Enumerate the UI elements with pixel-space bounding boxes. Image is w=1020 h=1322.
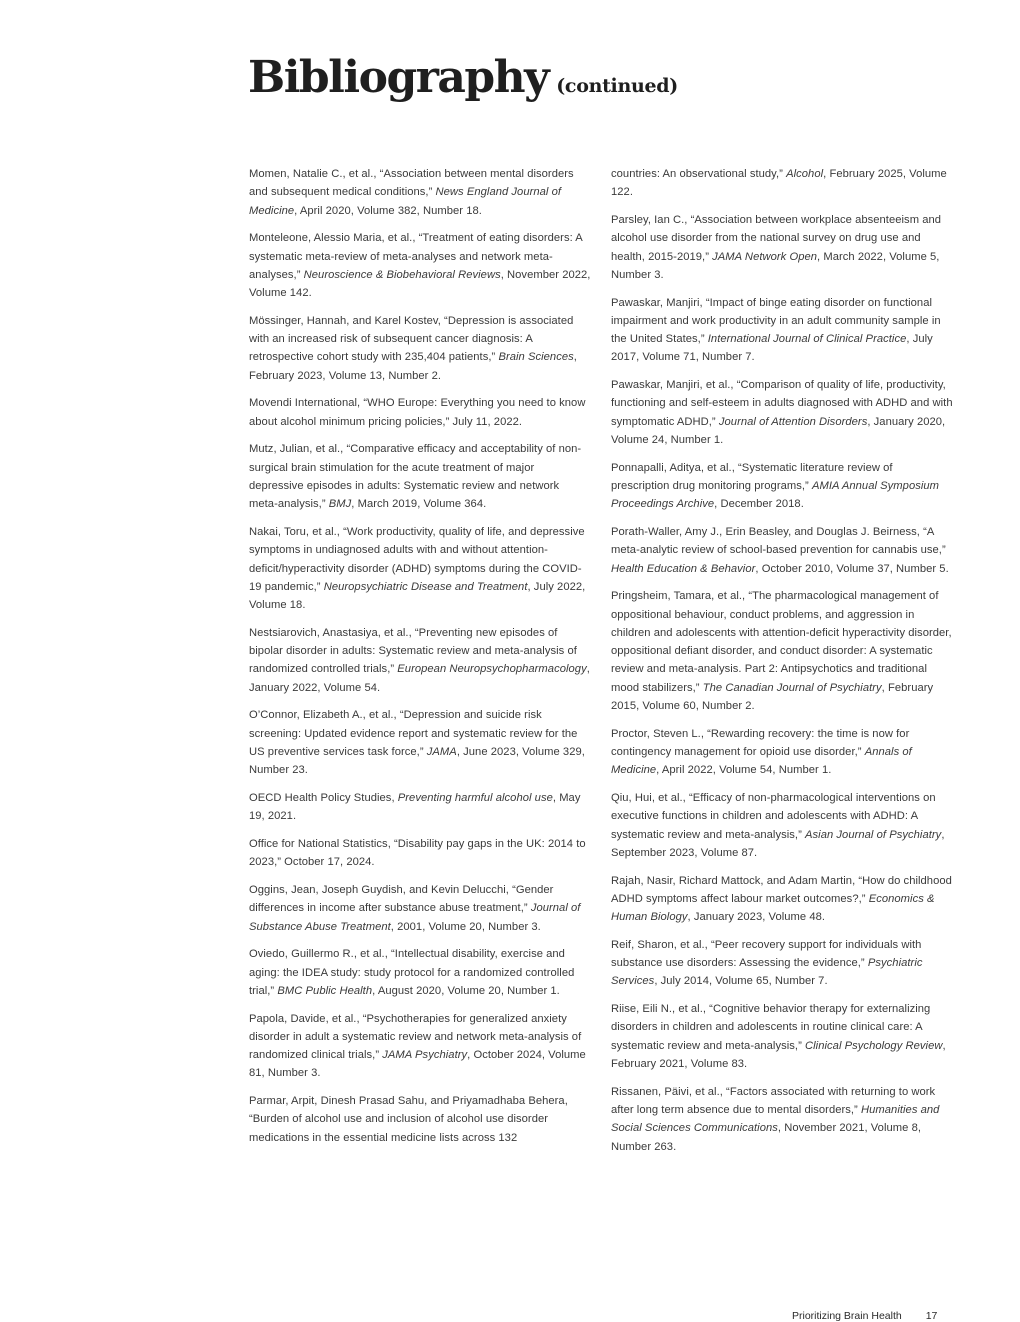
entry-details: , July 2014, Volume 65, Number 7. [654, 975, 828, 988]
entry-details: , April 2022, Volume 54, Number 1. [656, 764, 832, 777]
entry-text: Papola, Davide, et al., “Psychotherapies for generalized anxiety disorder in adult a systematic review and network meta-analysis of randomized clinical trials,” [249, 1012, 582, 1062]
entry-text: Mössinger, Hannah, and Karel Kostev, “Depression is associated with an increased risk of subsequent cancer diagnosis: A retrospective cohort study with 235,404 patients,” [249, 314, 574, 364]
bibliography-entry [611, 1000, 953, 1073]
bibliography-entry [249, 706, 591, 779]
bibliography-entry [249, 1010, 591, 1083]
bibliography-entry [611, 459, 953, 514]
bibliography-entry [611, 211, 953, 284]
entry-source-title: Neuroscience & Biobehavioral Reviews [303, 268, 501, 281]
entry-source-title: Asian Journal of Psychiatry [805, 828, 942, 841]
bibliography-entry [249, 165, 591, 220]
bibliography-entry [611, 587, 953, 715]
entry-text: Oviedo, Guillermo R., et al., “Intellectual disability, exercise and aging: the IDEA study: study protocol for a randomized controlled trial,” [249, 948, 575, 997]
entry-text: Mutz, Julian, et al., “Comparative efficacy and acceptability of non-surgical brain stimulation for the acute treatment of major depressive episodes in adults: Systematic review and network meta-analysis,” [249, 443, 582, 511]
entry-source-title: News England Journal of Medicine [249, 186, 562, 217]
entry-details: , January 2022, Volume 54. [249, 663, 590, 694]
entry-source-title: The Canadian Journal of Psychiatry [702, 681, 882, 694]
entry-details: , November 2021, Volume 8, Number 263. [611, 1122, 921, 1153]
entry-text: Pringsheim, Tamara, et al., “The pharmacological management of oppositional behaviour, conduct problems, and aggression in children and adolescents with attention-deficit hyperactivity disorder, oppositional defiant disorder, and conduct disorder: A systematic review and meta-analysis. Part 2: Antipsychotics and traditional mood stabilizers,” [611, 590, 952, 694]
entry-source-title: Health Education & Behavior [611, 562, 756, 575]
footer-title: Prioritizing Brain Health [792, 1310, 902, 1322]
entry-details: , October 2024, Volume 81, Number 3. [249, 1049, 586, 1080]
entry-text: Ponnapalli, Aditya, et al., “Systematic literature review of prescription drug monitoring programs,” [611, 461, 893, 493]
entry-text: Porath-Waller, Amy J., Erin Beasley, and Douglas J. Beirness, “A meta-analytic review of school-based prevention for cannabis use,” [611, 526, 946, 557]
entry-text: Oggins, Jean, Joseph Guydish, and Kevin Delucchi, “Gender differences in income after substance abuse treatment,” [249, 884, 554, 915]
entry-source-title: Preventing harmful alcohol use [397, 792, 553, 805]
title-main: Bibliography [248, 52, 549, 103]
bibliography-entry [611, 789, 953, 862]
entry-details: , February 2025, Volume 122. [611, 168, 947, 199]
page-footer [792, 1310, 937, 1322]
entry-details: , February 2023, Volume 13, Number 2. [249, 351, 577, 382]
entry-details: , September 2023, Volume 87. [611, 828, 945, 859]
entry-text: OECD Health Policy Studies, [249, 792, 398, 805]
entry-source-title: Journal of Substance Abuse Treatment [249, 902, 581, 933]
entry-details: , December 2018. [714, 498, 804, 511]
bibliography-entry [611, 165, 953, 202]
bibliography-column-left [249, 165, 591, 1156]
entry-source-title: International Journal of Clinical Practice [707, 333, 907, 346]
entry-details: , November 2022, Volume 142. [249, 268, 591, 300]
bibliography-entry [249, 394, 591, 431]
entry-text: Rissanen, Päivi, et al., “Factors associated with returning to work after long term absence due to mental disorders,” [611, 1085, 936, 1117]
entry-source-title: Brain Sciences [498, 351, 574, 364]
bibliography-entry [249, 523, 591, 614]
bibliography-entry [249, 1092, 591, 1147]
entry-details: , July 2017, Volume 71, Number 7. [611, 333, 933, 364]
entry-source-title: AMIA Annual Symposium Proceedings Archive [611, 480, 940, 511]
entry-text: Nakai, Toru, et al., “Work productivity, quality of life, and depressive symptoms in undiagnosed adults with and without attention-deficit/hyperactivity disorder (ADHD) symptoms during the COVID-19 pandemic,” [249, 526, 585, 593]
entry-details: , January 2020, Volume 24, Number 1. [611, 415, 946, 447]
entry-text: Parsley, Ian C., “Association between workplace absenteeism and alcohol use disorder from the national survey on drug use and health, 2015-2019,” [611, 213, 942, 263]
entry-details: , May 19, 2021. [249, 792, 581, 823]
entry-text: Rajah, Nasir, Richard Mattock, and Adam Martin, “How do childhood ADHD symptoms affect labour market outcomes?,” [611, 874, 952, 905]
entry-text: Pawaskar, Manjiri, “Impact of binge eating disorder on functional impairment and work productivity in an adult community sample in the United States,” [611, 296, 941, 346]
entry-source-title: BMJ [328, 498, 352, 511]
entry-source-title: Alcohol [786, 168, 824, 180]
entry-text: O’Connor, Elizabeth A., et al., “Depression and suicide risk screening: Updated evidence report and systematic review for the US preventive services task force,” [249, 709, 578, 759]
entry-details: , June 2023, Volume 329, Number 23. [249, 746, 585, 777]
entry-text: Proctor, Steven L., “Rewarding recovery: the time is now for contingency management for opioid use disorder,” [611, 727, 910, 759]
bibliography-column-right [611, 165, 953, 1165]
entry-details: , August 2020, Volume 20, Number 1. [372, 984, 560, 997]
entry-text: countries: An observational study,” [611, 168, 787, 180]
bibliography-entry [249, 312, 591, 385]
entry-source-title: Annals of Medicine [611, 746, 912, 777]
bibliography-entry [611, 523, 953, 578]
entry-details: , January 2023, Volume 48. [687, 911, 826, 924]
entry-source-title: Neuropsychiatric Disease and Treatment [323, 580, 528, 593]
entry-source-title: JAMA [426, 746, 457, 759]
bibliography-entry [249, 835, 591, 872]
bibliography-entry [611, 872, 953, 927]
entry-text: Movendi International, “WHO Europe: Everything you need to know about alcohol minimum pricing policies,” July 11, 2022. [249, 397, 586, 428]
entry-text: Monteleone, Alessio Maria, et al., “Treatment of eating disorders: A systematic meta-review of meta-analyses and network meta-analyses,” [249, 232, 583, 281]
entry-details: , 2001, Volume 20, Number 3. [390, 920, 541, 933]
entry-details: , October 2010, Volume 37, Number 5. [755, 562, 949, 575]
entry-source-title: JAMA Psychiatry [382, 1049, 468, 1062]
entry-source-title: Journal of Attention Disorders [718, 415, 868, 428]
page-number: 17 [925, 1310, 938, 1322]
bibliography-entry [249, 945, 591, 1000]
entry-source-title: Economics & Human Biology [611, 892, 935, 924]
entry-text: Riise, Eili N., et al., “Cognitive behavior therapy for externalizing disorders in children and adolescents in routine clinical care: A systematic review and meta-analysis,” [611, 1003, 931, 1052]
entry-text: Office for National Statistics, “Disability pay gaps in the UK: 2014 to 2023,” October 17, 2024. [249, 838, 586, 869]
entry-source-title: Psychiatric Services [611, 957, 923, 988]
bibliography-entry [611, 725, 953, 780]
entry-text: Qiu, Hui, et al., “Efficacy of non-pharmacological interventions on executive functions in children and adolescents with ADHD: A systematic review and meta-analysis,” [611, 792, 936, 841]
entry-text: Parmar, Arpit, Dinesh Prasad Sahu, and Priyamadhaba Behera, “Burden of alcohol use and inclusion of alcohol use disorder medications in the essential medicine lists across 132 [249, 1095, 568, 1144]
entry-source-title: Clinical Psychology Review [805, 1039, 943, 1052]
entry-text: Pawaskar, Manjiri, et al., “Comparison of quality of life, productivity, functioning and self-esteem in adults diagnosed with ADHD and with symptomatic ADHD,” [611, 379, 953, 428]
entry-source-title: BMC Public Health [277, 984, 373, 997]
entry-details: , July 2022, Volume 18. [249, 580, 586, 612]
bibliography-entry [611, 1083, 953, 1156]
page-title [248, 52, 678, 103]
bibliography-entry [249, 881, 591, 936]
bibliography-entry [249, 789, 591, 826]
bibliography-entry [611, 936, 953, 991]
bibliography-entry [249, 229, 591, 302]
entry-text: Momen, Natalie C., et al., “Association between mental disorders and subsequent medical conditions,” [249, 168, 574, 199]
entry-details: , March 2022, Volume 5, Number 3. [611, 250, 940, 281]
bibliography-entry [249, 440, 591, 513]
entry-source-title: Humanities and Social Sciences Communications [611, 1104, 940, 1135]
entry-details: , March 2019, Volume 364. [351, 498, 487, 511]
bibliography-entry [249, 624, 591, 697]
entry-details: , April 2020, Volume 382, Number 18. [294, 204, 482, 217]
title-subtitle: (continued) [556, 75, 678, 97]
bibliography-entry [611, 294, 953, 367]
entry-details: , February 2021, Volume 83. [611, 1039, 946, 1071]
bibliography-entry [611, 376, 953, 449]
entry-source-title: JAMA Network Open [712, 250, 818, 263]
entry-text: Reif, Sharon, et al., “Peer recovery support for individuals with substance use disorders: Assessing the evidence,” [611, 938, 922, 970]
entry-details: , February 2015, Volume 60, Number 2. [611, 681, 934, 713]
entry-source-title: European Neuropsychopharmacology [397, 663, 587, 676]
entry-text: Nestsiarovich, Anastasiya, et al., “Preventing new episodes of bipolar disorder in adults: Systematic review and meta-analysis of randomized controlled trials,” [249, 626, 577, 676]
